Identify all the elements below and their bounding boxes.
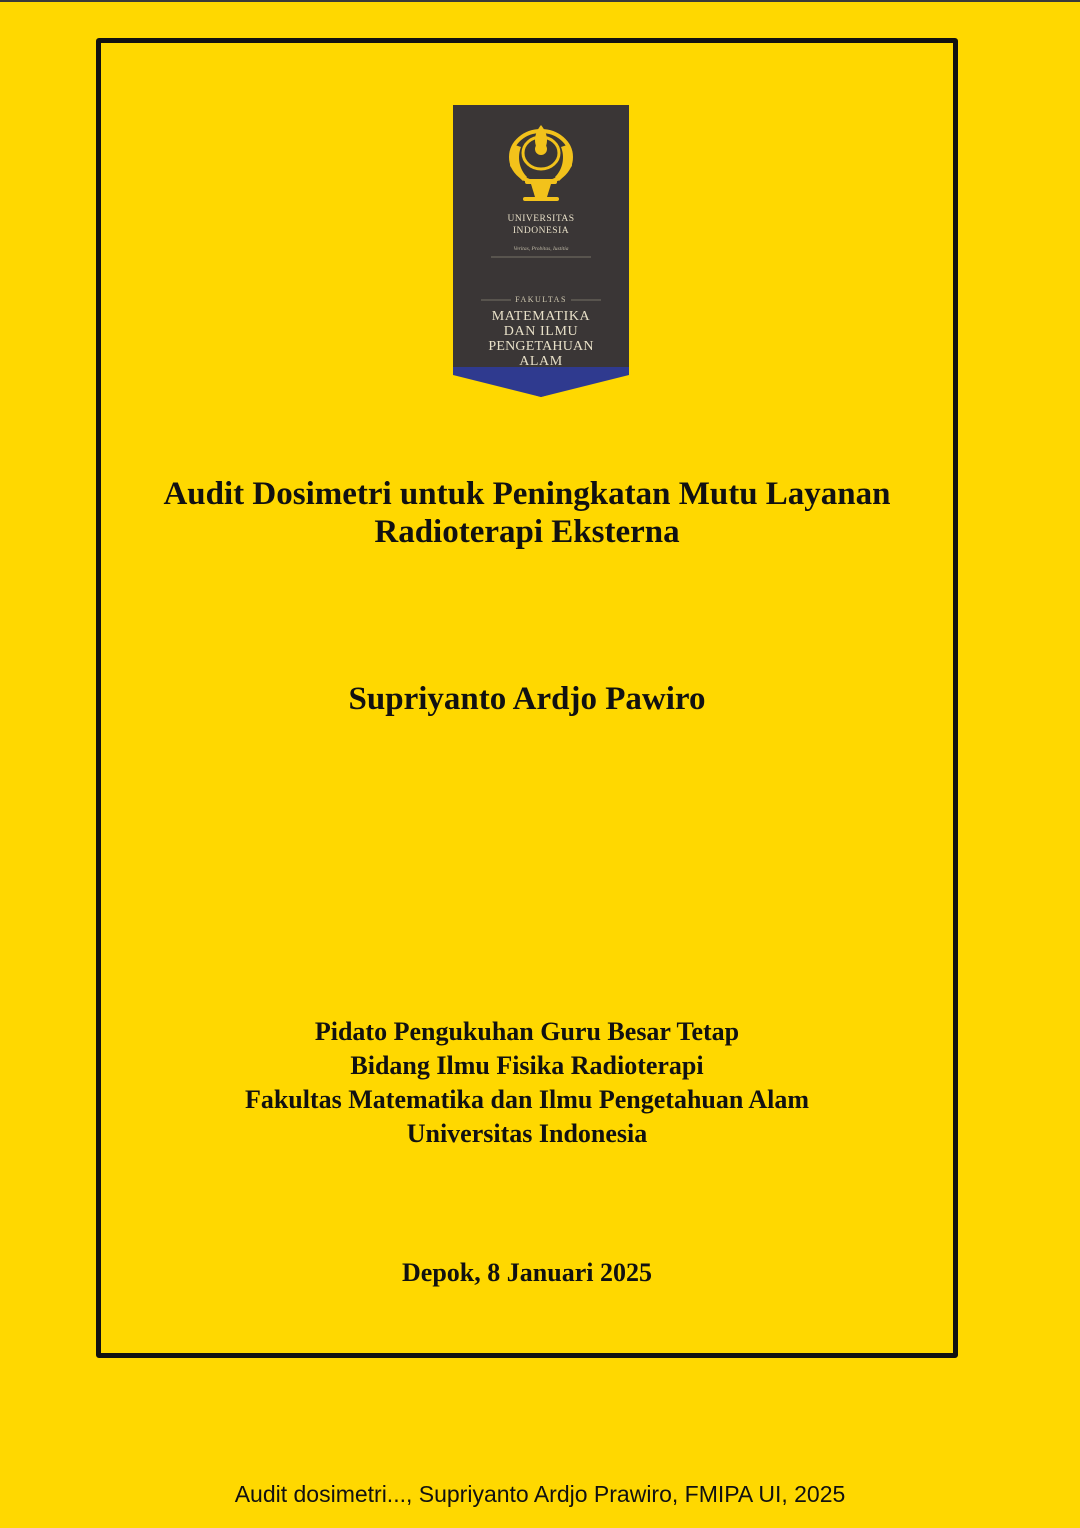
- logo-faculty-line-4: ALAM: [519, 354, 563, 369]
- logo-faculty-line-3: PENGETAHUAN: [488, 339, 594, 354]
- logo-motto: Veritas, Probitas, Iustitia: [513, 246, 569, 252]
- logo-university-line-1: UNIVERSITAS: [507, 214, 575, 224]
- footer-citation: Audit dosimetri..., Supriyanto Ardjo Prawiro, FMIPA UI, 2025: [234, 1481, 846, 1507]
- university-logo-badge: [453, 105, 629, 397]
- cover-title-line-1: Audit Dosimetri untuk Peningkatan Mutu Layanan: [163, 476, 891, 512]
- occasion-line-4: Universitas Indonesia: [406, 1119, 648, 1148]
- occasion-line-2: Bidang Ilmu Fisika Radioterapi: [350, 1051, 704, 1080]
- top-edge-line: [0, 0, 1080, 2]
- logo-faculty-label: FAKULTAS: [515, 295, 567, 304]
- place-and-date: Depok, 8 Januari 2025: [402, 1258, 652, 1287]
- logo-faculty-line-1: MATEMATIKA: [491, 309, 591, 324]
- cover-title-line-2: Radioterapi Eksterna: [374, 514, 680, 550]
- occasion-line-3: Fakultas Matematika dan Ilmu Pengetahuan Alam: [244, 1085, 810, 1114]
- logo-university-line-2: INDONESIA: [512, 226, 570, 236]
- author-name: Supriyanto Ardjo Pawiro: [348, 681, 706, 717]
- occasion-line-1: Pidato Pengukuhan Guru Besar Tetap: [314, 1017, 740, 1046]
- logo-faculty-line-2: DAN ILMU: [503, 324, 579, 339]
